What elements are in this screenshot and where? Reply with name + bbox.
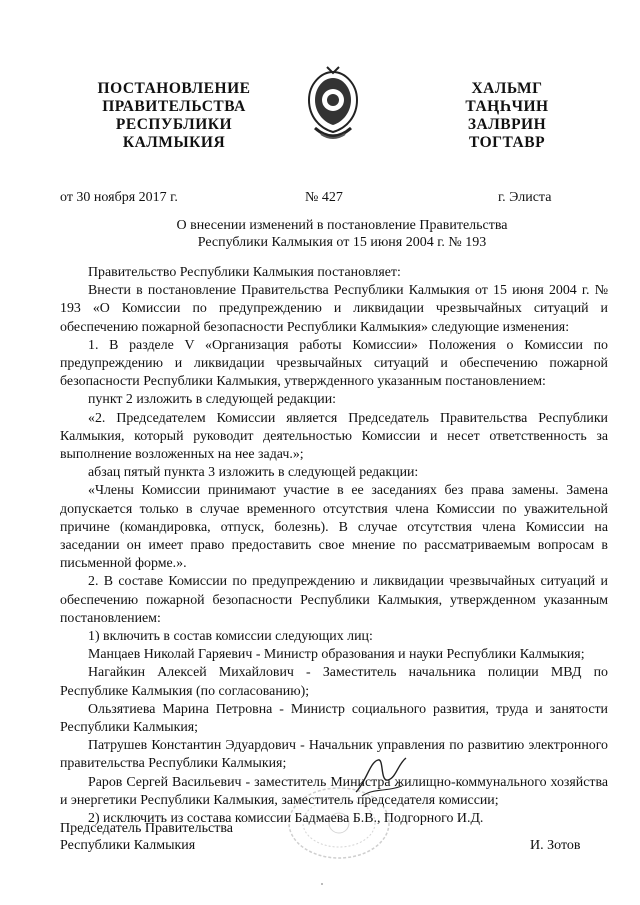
header-left-line: РЕСПУБЛИКИ — [115, 116, 233, 133]
paragraph: Раров Сергей Васильевич - заместитель Министра жилищно-коммунального хозяйства и энергетики Республики Калмыкия, заместитель председателя комиссии; — [60, 774, 608, 808]
title-line: Республики Калмыкия от 15 июня 2004 г. № 193 — [197, 235, 487, 250]
signatory-position-line: Председатель Правительства — [60, 821, 233, 836]
paragraph: 2) исключить из состава комиссии Бадмаева Б.В., Подгорного И.Д. — [88, 811, 484, 827]
document-body — [60, 264, 608, 828]
paragraph: «2. Председателем Комиссии является Председатель Правительства Республики Калмыкия, который руководит деятельностью Комиссии и несет ответственность за выполнение возложенных на нее задач.»; — [60, 410, 608, 463]
header-left-line: ПРАВИТЕЛЬСТВА — [102, 98, 246, 115]
paragraph: Манцаев Николай Гаряевич - Министр образования и науки Республики Калмыкия; — [88, 647, 585, 663]
header-right — [447, 80, 567, 152]
header-right-line: ТАҢҺЧИН — [465, 98, 549, 115]
paragraph: абзац пятый пункта 3 изложить в следующей редакции: — [88, 465, 419, 481]
paragraph: Внести в постановление Правительства Республики Калмыкия от 15 июня 2004 г. № 193 «О Комиссии по предупреждению и ликвидации чрезвычайных ситуаций и обеспечению пожарной безопасности Республики Калмыкия» следующие изменения: — [60, 283, 608, 335]
signatory-name: И. Зотов — [530, 838, 581, 853]
title-line: О внесении изменений в постановление Правительства — [176, 218, 508, 233]
header-left-line: КАЛМЫКИЯ — [122, 134, 226, 151]
header-right-line: ТОГТАВР — [468, 134, 546, 151]
paragraph: Патрушев Константин Эдуардович - Начальник управления по развитию электронного правительства Республики Калмыкия; — [60, 738, 608, 772]
header-right-line: ЗАЛВРИН — [467, 116, 547, 133]
signatory-position-line: Республики Калмыкия — [60, 838, 196, 853]
document-place: г. Элиста — [498, 190, 552, 205]
official-stamp — [283, 784, 395, 862]
paragraph: «Члены Комиссии принимают участие в ее заседаниях без права замены. Замена допускается только в случае временного отсутствия члена Комиссии по уважительной причине (командировка, отпуск, болезнь). В случае отсутствия члена Комиссии на заседании он имеет право предоставить свое мнение по рассматриваемым вопросам в письменной форме.». — [60, 483, 608, 572]
paragraph: Правительство Республики Калмыкия постановляет: — [88, 265, 401, 280]
document-date: от 30 ноября 2017 г. — [60, 190, 178, 205]
header-left — [86, 80, 262, 152]
paragraph: Нагайкин Алексей Михайлович - Заместитель начальника полиции МВД по Республике Калмыкия (по согласованию); — [60, 665, 608, 699]
paragraph: 1) включить в состав комиссии следующих лиц: — [88, 629, 373, 645]
coat-of-arms-emblem — [301, 64, 365, 146]
document-number: № 427 — [305, 190, 343, 205]
header-right-line: ХАЛЬМГ — [471, 80, 543, 97]
signatory-position — [60, 820, 233, 854]
paragraph: 1. В разделе V «Организация работы Комиссии» Положения о Комиссии по предупреждению и ликвидации чрезвычайных ситуаций и обеспечению пожарной безопасности Республики Калмыкия, утвержденного указанным постановлением: — [60, 337, 608, 390]
scan-speck — [321, 883, 323, 885]
paragraph: пункт 2 изложить в следующей редакции: — [88, 392, 337, 408]
document-title — [0, 217, 640, 251]
header-left-line: ПОСТАНОВЛЕНИЕ — [97, 80, 251, 97]
paragraph: Ользятиева Марина Петровна - Министр социального развития, труда и занятости Республики Калмыкия; — [60, 701, 608, 736]
paragraph: 2. В составе Комиссии по предупреждению и ликвидации чрезвычайных ситуаций и обеспечению пожарной безопасности Республики Калмыкия, утвержденном указанным постановлением: — [60, 574, 608, 626]
